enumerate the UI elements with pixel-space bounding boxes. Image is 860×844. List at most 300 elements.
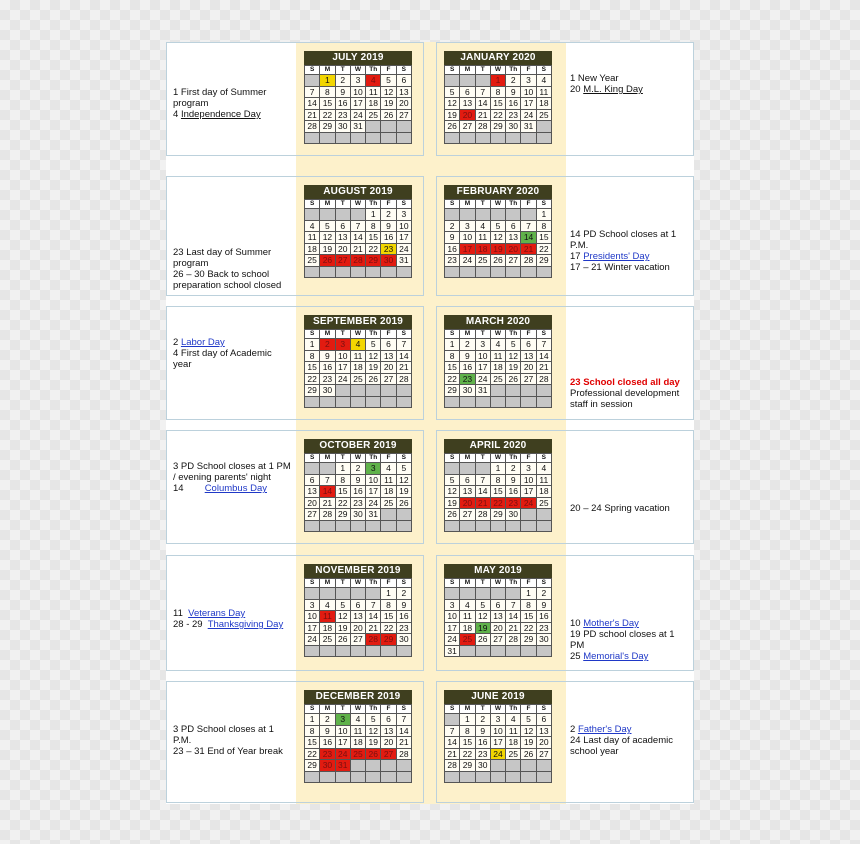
blank-day-cell bbox=[506, 520, 521, 532]
weekday-header: S bbox=[396, 330, 411, 339]
day-cell: 15 bbox=[490, 486, 505, 498]
day-cell: 20 bbox=[350, 622, 365, 634]
day-cell: 5 bbox=[490, 220, 505, 232]
event-text: 4 First day of Academic year bbox=[173, 348, 272, 370]
blank-day-cell bbox=[381, 520, 396, 532]
weekday-header: Th bbox=[366, 200, 381, 209]
day-cell: 22 bbox=[366, 243, 381, 255]
weekday-header: F bbox=[381, 705, 396, 714]
blank-day-cell bbox=[521, 645, 536, 657]
blank-day-cell bbox=[305, 520, 320, 532]
day-cell: 29 bbox=[536, 255, 551, 267]
day-cell: 9 bbox=[506, 474, 521, 486]
holiday-link[interactable]: Mother's Day bbox=[583, 618, 639, 629]
event-note bbox=[570, 724, 688, 735]
day-cell: 26 bbox=[366, 748, 381, 760]
day-cell: 11 bbox=[305, 232, 320, 244]
day-cell: 3 bbox=[350, 75, 365, 87]
weekday-header: F bbox=[381, 66, 396, 75]
day-cell: 24 bbox=[521, 497, 536, 509]
day-cell: 24 bbox=[475, 373, 490, 385]
calendar-row bbox=[166, 555, 694, 671]
day-cell: 7 bbox=[475, 474, 490, 486]
day-cell: 13 bbox=[381, 350, 396, 362]
event-note bbox=[173, 247, 291, 269]
day-cell: 3 bbox=[396, 209, 411, 221]
event-note bbox=[570, 651, 688, 662]
day-cell: 30 bbox=[350, 509, 365, 521]
blank-day-cell bbox=[475, 645, 490, 657]
day-cell: 16 bbox=[506, 98, 521, 110]
day-cell: 22 bbox=[335, 497, 350, 509]
weekday-header: W bbox=[350, 705, 365, 714]
month-card-april-2020 bbox=[436, 430, 694, 544]
day-cell: 16 bbox=[320, 362, 335, 374]
day-cell: 8 bbox=[320, 86, 335, 98]
holiday-link[interactable]: Independence Day bbox=[180, 109, 261, 120]
weekday-header: W bbox=[490, 330, 505, 339]
day-cell: 6 bbox=[460, 474, 475, 486]
day-cell: 25 bbox=[350, 748, 365, 760]
day-cell: 14 bbox=[506, 611, 521, 623]
weekday-header: T bbox=[335, 66, 350, 75]
day-cell: 26 bbox=[475, 634, 490, 646]
day-cell: 6 bbox=[490, 599, 505, 611]
blank-day-cell bbox=[320, 396, 335, 408]
event-text: 23 Last day of Summer program bbox=[173, 247, 272, 269]
weekday-header: S bbox=[445, 454, 460, 463]
blank-day-cell bbox=[320, 588, 335, 600]
day-cell: 25 bbox=[305, 255, 320, 267]
day-cell: 12 bbox=[506, 350, 521, 362]
day-cell: 11 bbox=[475, 232, 490, 244]
blank-day-cell bbox=[396, 520, 411, 532]
event-date: 11 bbox=[173, 608, 189, 619]
day-cell: 18 bbox=[475, 243, 490, 255]
day-cell: 23 bbox=[396, 622, 411, 634]
blank-day-cell bbox=[490, 645, 505, 657]
day-cell: 30 bbox=[460, 385, 475, 397]
day-cell: 29 bbox=[366, 255, 381, 267]
weekday-header: S bbox=[536, 330, 551, 339]
day-cell: 27 bbox=[381, 748, 396, 760]
blank-day-cell bbox=[396, 771, 411, 783]
month-title: JUNE 2019 bbox=[444, 690, 552, 704]
day-cell: 24 bbox=[521, 109, 536, 121]
blank-day-cell bbox=[366, 771, 381, 783]
event-note bbox=[570, 629, 688, 651]
blank-day-cell bbox=[536, 385, 551, 397]
day-cell: 22 bbox=[305, 748, 320, 760]
blank-day-cell bbox=[506, 266, 521, 278]
month-calendar bbox=[304, 690, 412, 783]
day-cell: 31 bbox=[521, 121, 536, 133]
day-cell: 22 bbox=[536, 243, 551, 255]
day-cell: 24 bbox=[445, 634, 460, 646]
event-date: 10 bbox=[570, 618, 584, 629]
blank-day-cell bbox=[366, 121, 381, 133]
day-cell: 14 bbox=[475, 98, 490, 110]
weekday-header: W bbox=[490, 454, 505, 463]
weekday-header: F bbox=[521, 330, 536, 339]
blank-day-cell bbox=[366, 588, 381, 600]
calendar-row bbox=[166, 42, 694, 156]
day-cell: 9 bbox=[536, 599, 551, 611]
day-cell: 20 bbox=[460, 109, 475, 121]
event-note bbox=[570, 503, 688, 514]
blank-day-cell bbox=[445, 520, 460, 532]
day-cell: 22 bbox=[445, 373, 460, 385]
blank-day-cell bbox=[320, 520, 335, 532]
day-cell: 11 bbox=[536, 474, 551, 486]
day-cell: 28 bbox=[445, 760, 460, 772]
event-notes bbox=[173, 608, 291, 630]
event-notes bbox=[173, 247, 291, 291]
day-cell: 15 bbox=[490, 98, 505, 110]
holiday-link[interactable]: M.L. King Day bbox=[583, 84, 643, 95]
weekday-header: S bbox=[445, 579, 460, 588]
event-note bbox=[173, 746, 291, 757]
day-cell: 25 bbox=[506, 748, 521, 760]
blank-day-cell bbox=[521, 266, 536, 278]
blank-day-cell bbox=[335, 520, 350, 532]
blank-day-cell bbox=[460, 645, 475, 657]
weekday-header: T bbox=[475, 579, 490, 588]
day-cell: 8 bbox=[381, 599, 396, 611]
event-note bbox=[570, 229, 688, 251]
event-note bbox=[173, 483, 291, 494]
day-cell: 17 bbox=[445, 622, 460, 634]
blank-day-cell bbox=[381, 121, 396, 133]
blank-day-cell bbox=[475, 75, 490, 87]
day-cell: 21 bbox=[475, 497, 490, 509]
blank-day-cell bbox=[335, 771, 350, 783]
day-cell: 12 bbox=[396, 474, 411, 486]
holiday-link[interactable]: Thanksgiving Day bbox=[207, 619, 284, 630]
day-cell: 7 bbox=[396, 714, 411, 726]
weekday-header: T bbox=[475, 66, 490, 75]
event-text: 3 PD School closes at 1 PM / evening parents' night bbox=[173, 461, 291, 483]
weekday-header: S bbox=[536, 454, 551, 463]
blank-day-cell bbox=[460, 266, 475, 278]
weekday-header: F bbox=[381, 454, 396, 463]
blank-day-cell bbox=[396, 266, 411, 278]
day-cell: 10 bbox=[490, 725, 505, 737]
calendar-row bbox=[166, 176, 694, 296]
event-note bbox=[570, 84, 688, 95]
day-cell: 16 bbox=[350, 486, 365, 498]
day-cell: 23 bbox=[460, 373, 475, 385]
blank-day-cell bbox=[396, 396, 411, 408]
blank-day-cell bbox=[460, 209, 475, 221]
blank-day-cell bbox=[366, 760, 381, 772]
month-calendar bbox=[444, 51, 552, 144]
blank-day-cell bbox=[350, 760, 365, 772]
day-cell: 14 bbox=[445, 737, 460, 749]
calendar-row bbox=[166, 430, 694, 544]
day-cell: 19 bbox=[335, 622, 350, 634]
day-cell: 17 bbox=[521, 98, 536, 110]
blank-day-cell bbox=[460, 132, 475, 144]
event-notes bbox=[173, 87, 291, 120]
day-cell: 7 bbox=[320, 474, 335, 486]
day-cell: 1 bbox=[521, 588, 536, 600]
blank-day-cell bbox=[396, 132, 411, 144]
blank-day-cell bbox=[320, 266, 335, 278]
month-title: MARCH 2020 bbox=[444, 315, 552, 329]
day-cell: 4 bbox=[475, 220, 490, 232]
weekday-header: S bbox=[445, 200, 460, 209]
blank-day-cell bbox=[335, 645, 350, 657]
day-cell: 23 bbox=[506, 109, 521, 121]
day-cell: 4 bbox=[506, 714, 521, 726]
blank-day-cell bbox=[335, 396, 350, 408]
day-cell: 25 bbox=[536, 497, 551, 509]
day-cell: 22 bbox=[490, 109, 505, 121]
blank-day-cell bbox=[475, 266, 490, 278]
holiday-link[interactable]: Columbus Day bbox=[204, 483, 267, 494]
blank-day-cell bbox=[460, 588, 475, 600]
blank-day-cell bbox=[335, 209, 350, 221]
event-notes bbox=[570, 503, 688, 514]
event-date: 4 bbox=[173, 109, 181, 120]
weekday-header: M bbox=[460, 579, 475, 588]
day-cell: 10 bbox=[335, 350, 350, 362]
day-cell: 15 bbox=[460, 737, 475, 749]
holiday-link[interactable]: Labor Day bbox=[180, 337, 225, 348]
day-cell: 22 bbox=[490, 497, 505, 509]
weekday-header: W bbox=[490, 66, 505, 75]
day-cell: 27 bbox=[521, 373, 536, 385]
day-cell: 6 bbox=[305, 474, 320, 486]
day-cell: 30 bbox=[475, 760, 490, 772]
weekday-header: T bbox=[335, 200, 350, 209]
blank-day-cell bbox=[396, 121, 411, 133]
day-cell: 2 bbox=[320, 714, 335, 726]
day-cell: 17 bbox=[490, 737, 505, 749]
day-cell: 12 bbox=[490, 232, 505, 244]
day-cell: 28 bbox=[320, 509, 335, 521]
day-cell: 11 bbox=[320, 611, 335, 623]
holiday-link[interactable]: Veterans Day bbox=[188, 608, 246, 619]
day-cell: 5 bbox=[366, 339, 381, 351]
day-cell: 1 bbox=[445, 339, 460, 351]
blank-day-cell bbox=[490, 385, 505, 397]
blank-day-cell bbox=[475, 463, 490, 475]
day-cell: 16 bbox=[320, 737, 335, 749]
day-cell: 4 bbox=[320, 599, 335, 611]
weekday-header: F bbox=[381, 330, 396, 339]
day-cell: 31 bbox=[396, 255, 411, 267]
blank-day-cell bbox=[445, 75, 460, 87]
day-cell: 26 bbox=[366, 373, 381, 385]
day-cell: 25 bbox=[366, 109, 381, 121]
weekday-header: F bbox=[521, 66, 536, 75]
day-cell: 23 bbox=[350, 497, 365, 509]
day-cell: 24 bbox=[366, 497, 381, 509]
blank-day-cell bbox=[536, 266, 551, 278]
day-cell: 3 bbox=[490, 714, 505, 726]
blank-day-cell bbox=[490, 520, 505, 532]
day-cell: 2 bbox=[536, 588, 551, 600]
day-cell: 20 bbox=[506, 243, 521, 255]
day-cell: 8 bbox=[490, 474, 505, 486]
day-cell: 5 bbox=[381, 75, 396, 87]
blank-day-cell bbox=[521, 209, 536, 221]
holiday-link[interactable]: Presidents' Day bbox=[583, 251, 650, 262]
blank-day-cell bbox=[536, 760, 551, 772]
day-cell: 21 bbox=[396, 362, 411, 374]
day-cell: 28 bbox=[396, 373, 411, 385]
weekday-header: M bbox=[460, 200, 475, 209]
day-cell: 1 bbox=[490, 75, 505, 87]
day-cell: 13 bbox=[536, 725, 551, 737]
weekday-header: S bbox=[396, 66, 411, 75]
blank-day-cell bbox=[350, 266, 365, 278]
blank-day-cell bbox=[490, 396, 505, 408]
event-text: Professional development staff in session bbox=[570, 388, 680, 410]
day-cell: 3 bbox=[475, 339, 490, 351]
blank-day-cell bbox=[521, 520, 536, 532]
holiday-link[interactable]: Father's Day bbox=[577, 724, 632, 735]
day-cell: 11 bbox=[506, 725, 521, 737]
blank-day-cell bbox=[536, 509, 551, 521]
day-cell: 3 bbox=[445, 599, 460, 611]
weekday-header: S bbox=[396, 705, 411, 714]
day-cell: 27 bbox=[536, 748, 551, 760]
day-cell: 14 bbox=[521, 232, 536, 244]
day-cell: 7 bbox=[366, 599, 381, 611]
weekday-header: W bbox=[350, 200, 365, 209]
day-cell: 26 bbox=[521, 748, 536, 760]
day-cell: 19 bbox=[490, 243, 505, 255]
day-cell: 5 bbox=[396, 463, 411, 475]
day-cell: 9 bbox=[396, 599, 411, 611]
day-cell: 5 bbox=[475, 599, 490, 611]
blank-day-cell bbox=[396, 760, 411, 772]
day-cell: 22 bbox=[460, 748, 475, 760]
blank-day-cell bbox=[350, 771, 365, 783]
weekday-header: T bbox=[335, 330, 350, 339]
day-cell: 27 bbox=[305, 509, 320, 521]
day-cell: 4 bbox=[366, 75, 381, 87]
day-cell: 19 bbox=[506, 362, 521, 374]
day-cell: 20 bbox=[396, 98, 411, 110]
weekday-header: S bbox=[536, 579, 551, 588]
day-cell: 4 bbox=[460, 599, 475, 611]
day-cell: 5 bbox=[366, 714, 381, 726]
blank-day-cell bbox=[460, 520, 475, 532]
day-cell: 3 bbox=[521, 463, 536, 475]
day-cell: 3 bbox=[460, 220, 475, 232]
day-cell: 12 bbox=[335, 611, 350, 623]
day-cell: 14 bbox=[536, 350, 551, 362]
blank-day-cell bbox=[335, 385, 350, 397]
day-cell: 25 bbox=[320, 634, 335, 646]
month-card-december-2019 bbox=[166, 681, 424, 803]
weekday-header: S bbox=[396, 579, 411, 588]
day-cell: 18 bbox=[320, 622, 335, 634]
blank-day-cell bbox=[521, 771, 536, 783]
day-cell: 21 bbox=[445, 748, 460, 760]
weekday-header: Th bbox=[366, 454, 381, 463]
holiday-link[interactable]: Memorial's Day bbox=[583, 651, 649, 662]
day-cell: 2 bbox=[396, 588, 411, 600]
day-cell: 1 bbox=[335, 463, 350, 475]
blank-day-cell bbox=[305, 645, 320, 657]
day-cell: 15 bbox=[305, 737, 320, 749]
event-note bbox=[570, 262, 688, 273]
day-cell: 31 bbox=[366, 509, 381, 521]
day-cell: 27 bbox=[350, 634, 365, 646]
event-text: 20 – 24 Spring vacation bbox=[570, 503, 670, 514]
day-cell: 21 bbox=[350, 243, 365, 255]
day-cell: 19 bbox=[396, 486, 411, 498]
day-cell: 4 bbox=[381, 463, 396, 475]
blank-day-cell bbox=[506, 396, 521, 408]
day-cell: 10 bbox=[445, 611, 460, 623]
day-cell: 18 bbox=[506, 737, 521, 749]
day-cell: 1 bbox=[536, 209, 551, 221]
day-cell: 16 bbox=[445, 243, 460, 255]
month-title: APRIL 2020 bbox=[444, 439, 552, 453]
day-cell: 16 bbox=[381, 232, 396, 244]
weekday-header: M bbox=[460, 66, 475, 75]
day-cell: 4 bbox=[350, 339, 365, 351]
weekday-header: S bbox=[305, 454, 320, 463]
event-date: 28 - 29 bbox=[173, 619, 208, 630]
day-cell: 18 bbox=[381, 486, 396, 498]
day-cell: 2 bbox=[506, 463, 521, 475]
blank-day-cell bbox=[366, 520, 381, 532]
day-cell: 5 bbox=[335, 599, 350, 611]
day-cell: 23 bbox=[335, 109, 350, 121]
weekday-header: M bbox=[460, 330, 475, 339]
day-cell: 14 bbox=[396, 725, 411, 737]
month-calendar bbox=[444, 564, 552, 657]
day-cell: 20 bbox=[460, 497, 475, 509]
event-text: 14 PD School closes at 1 P.M. bbox=[570, 229, 677, 251]
event-notes bbox=[570, 73, 688, 95]
blank-day-cell bbox=[475, 209, 490, 221]
weekday-header: T bbox=[335, 454, 350, 463]
event-note bbox=[173, 109, 291, 120]
day-cell: 8 bbox=[445, 350, 460, 362]
event-note bbox=[173, 337, 291, 348]
day-cell: 18 bbox=[460, 622, 475, 634]
day-cell: 19 bbox=[445, 497, 460, 509]
blank-day-cell bbox=[490, 209, 505, 221]
day-cell: 23 bbox=[475, 748, 490, 760]
day-cell: 24 bbox=[305, 634, 320, 646]
day-cell: 24 bbox=[350, 109, 365, 121]
day-cell: 21 bbox=[320, 497, 335, 509]
day-cell: 28 bbox=[506, 634, 521, 646]
day-cell: 13 bbox=[460, 98, 475, 110]
day-cell: 10 bbox=[396, 220, 411, 232]
day-cell: 7 bbox=[396, 339, 411, 351]
day-cell: 18 bbox=[350, 737, 365, 749]
blank-day-cell bbox=[506, 645, 521, 657]
day-cell: 28 bbox=[350, 255, 365, 267]
weekday-header: S bbox=[305, 330, 320, 339]
event-text: 3 PD School closes at 1 P.M. bbox=[173, 724, 274, 746]
day-cell: 16 bbox=[396, 611, 411, 623]
blank-day-cell bbox=[350, 588, 365, 600]
day-cell: 27 bbox=[396, 109, 411, 121]
blank-day-cell bbox=[335, 588, 350, 600]
weekday-header: S bbox=[536, 66, 551, 75]
